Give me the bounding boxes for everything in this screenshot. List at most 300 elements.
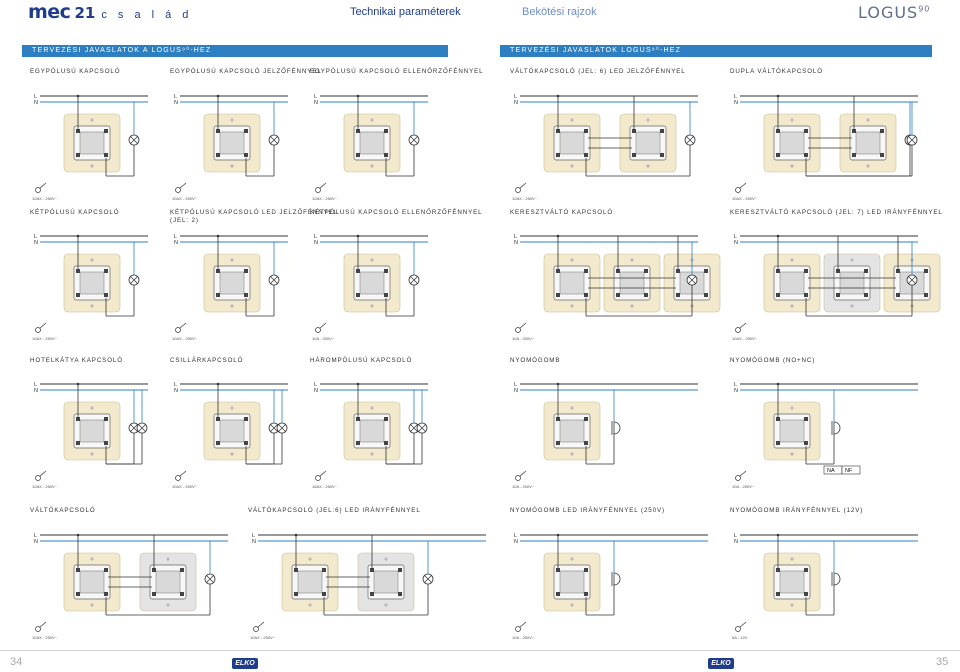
- switch-13-0-screw-bottom: [570, 452, 573, 455]
- diagram-title-16: [248, 507, 421, 515]
- section-header-right: TERVEZÉSI JAVASLATOK LOGUS⁹⁰-HEZ: [500, 45, 932, 57]
- junction-dot: [217, 95, 220, 98]
- switch-14-0-terminal-3: [804, 441, 808, 445]
- switch-4-0-terminal-2: [776, 153, 780, 157]
- switch-11-0-screw-top: [230, 406, 233, 409]
- switch-10-0-terminal-3: [104, 441, 108, 445]
- switch-17-0-screw-top: [570, 557, 573, 560]
- brand-21: 21: [74, 4, 96, 22]
- section-header-left: TERVEZÉSI JAVASLATOK A LOGUS⁹⁰-HEZ: [22, 45, 448, 57]
- switch-13-0-screw-top: [570, 406, 573, 409]
- switch-5-0-terminal-2: [76, 293, 80, 297]
- switch-18-0-screw-bottom: [790, 603, 793, 606]
- switch-4-1-terminal-1: [880, 129, 884, 133]
- bell-13: [614, 422, 620, 434]
- diagram-15: [32, 533, 228, 640]
- switch-16-1-rocker: [374, 571, 398, 593]
- line-label-N: N: [252, 539, 256, 545]
- nav-technikai-parameterek[interactable]: Technikai paraméterek: [350, 6, 461, 18]
- switch-15-0-screw-bottom: [90, 603, 93, 606]
- diagram-title-13: [510, 357, 560, 365]
- switch-9-0-screw-bottom: [790, 304, 793, 307]
- diagram-title-line1: NYOMÓGOMB: [510, 357, 561, 364]
- line-label-L: L: [174, 382, 178, 388]
- line-label-N: N: [314, 388, 318, 394]
- switch-10-0-terminal-2: [76, 441, 80, 445]
- switch-4-0-terminal-3: [804, 153, 808, 157]
- switch-10-0-screw-top: [90, 406, 93, 409]
- rating-13: 10A - 250V~: [512, 484, 535, 489]
- switch-10-0-terminal-1: [104, 417, 108, 421]
- line-label-L: L: [734, 382, 738, 388]
- rating-7: 10A - 250V~: [312, 336, 335, 341]
- line-label-L: L: [34, 234, 38, 240]
- diagram-title-line1: EGYPÓLUSÚ KAPCSOLÓ ELLENŐRZŐFÉNNYEL: [310, 68, 484, 75]
- switch-4-1-terminal-3: [880, 153, 884, 157]
- switch-2-0-rocker: [360, 132, 384, 154]
- switch-18-0-terminal-3: [804, 592, 808, 596]
- switch-2-0-screw-bottom: [370, 164, 373, 167]
- rating-17: 10A - 250V~: [512, 635, 535, 640]
- logus-sup: 90: [918, 4, 931, 14]
- switch-14-0-screw-top: [790, 406, 793, 409]
- diagram-title-4: [730, 68, 823, 76]
- junction-dot: [557, 383, 560, 386]
- line-label-L: L: [314, 382, 318, 388]
- switch-15-1-terminal-3: [180, 592, 184, 596]
- switch-12-0-terminal-2: [356, 441, 360, 445]
- rating-4: 10AX - 250V~: [732, 196, 758, 201]
- diagram-title-9: [730, 209, 943, 217]
- switch-7-0-terminal-2: [356, 293, 360, 297]
- switch-5-0-terminal-1: [104, 269, 108, 273]
- switch-16-1-terminal-1: [398, 568, 402, 572]
- switch-17-0-terminal-2: [556, 592, 560, 596]
- diagram-3: [512, 94, 698, 201]
- switch-6-0-screw-top: [230, 258, 233, 261]
- switch-10-0-screw-bottom: [90, 452, 93, 455]
- switch-4-1-terminal-2: [852, 153, 856, 157]
- junction-dot: [77, 534, 80, 537]
- diagram-title-line1: NYOMÓGOMB IRÁNYFÉNNYEL (12V): [730, 507, 864, 514]
- rating-10: 10AX - 250V~: [32, 484, 58, 489]
- rating-8: 10A - 250V~: [512, 336, 535, 341]
- line-label-L: L: [252, 533, 256, 539]
- switch-4-0-terminal-1: [804, 129, 808, 133]
- switch-9-2-terminal-1: [924, 269, 928, 273]
- switch-symbol-5-stroke: [40, 323, 47, 329]
- diagram-title-17: [510, 507, 665, 515]
- rating-5: 10AX - 250V~: [32, 336, 58, 341]
- diagram-11: [172, 382, 288, 489]
- diagram-title-line1: EGYPÓLUSÚ KAPCSOLÓ: [30, 68, 121, 75]
- diagram-title-line1: HÁROMPÓLUSÚ KAPCSOLÓ: [310, 357, 413, 364]
- line-label-N: N: [734, 240, 738, 246]
- diagram-title-line1: KÉTPÓLUSÚ KAPCSOLÓ: [30, 209, 120, 216]
- diagram-title-line1: KÉTPÓLUSÚ KAPCSOLÓ LED JELZŐFÉNNYEL: [170, 209, 339, 216]
- switch-8-0-rocker: [560, 272, 584, 294]
- switch-3-1-screw-top: [646, 118, 649, 121]
- switch-12-0-screw-bottom: [370, 452, 373, 455]
- elko-logo-right: ELKO: [708, 658, 734, 669]
- switch-9-0-terminal-1: [804, 269, 808, 273]
- line-label-L: L: [314, 234, 318, 240]
- line-label-L: L: [734, 234, 738, 240]
- diagram-0: [32, 94, 148, 201]
- switch-15-0-terminal-3: [104, 592, 108, 596]
- switch-symbol-12-stroke: [320, 471, 327, 477]
- switch-16-0-terminal-3: [322, 592, 326, 596]
- elko-logo-left: ELKO: [232, 658, 258, 669]
- switch-symbol-4-stroke: [740, 183, 747, 189]
- junction-dot: [777, 235, 780, 238]
- diagram-1: [172, 94, 288, 201]
- bell-17: [614, 573, 620, 585]
- line-label-L: L: [34, 533, 38, 539]
- switch-3-0-terminal-1: [584, 129, 588, 133]
- rating-18: 6A - 12V: [732, 635, 748, 640]
- switch-9-1-terminal-2: [836, 293, 840, 297]
- switch-10-0-rocker: [80, 420, 104, 442]
- switch-symbol-14-stroke: [740, 471, 747, 477]
- diagram-18: [732, 533, 918, 640]
- line-label-N: N: [34, 388, 38, 394]
- switch-6-0-terminal-1: [244, 269, 248, 273]
- switch-3-0-terminal-2: [556, 153, 560, 157]
- page-number-right: 35: [936, 656, 949, 668]
- switch-4-1-screw-top: [866, 118, 869, 121]
- switch-13-0-rocker: [560, 420, 584, 442]
- switch-17-0-screw-bottom: [570, 603, 573, 606]
- line-label-L: L: [514, 382, 518, 388]
- switch-0-0-screw-top: [90, 118, 93, 121]
- diagram-title-10: [30, 357, 123, 365]
- line-label-L: L: [514, 234, 518, 240]
- diagram-title-7: [310, 209, 482, 217]
- switch-7-0-terminal-1: [384, 269, 388, 273]
- line-label-L: L: [514, 94, 518, 100]
- switch-16-1-terminal-3: [398, 592, 402, 596]
- na-label: NA: [827, 468, 835, 474]
- diagram-title-8: [510, 209, 613, 217]
- line-label-N: N: [174, 240, 178, 246]
- rating-9: 10AX - 250V~: [732, 336, 758, 341]
- switch-12-0-screw-top: [370, 406, 373, 409]
- line-label-N: N: [514, 100, 518, 106]
- switch-symbol-15-stroke: [40, 622, 47, 628]
- switch-3-1-terminal-2: [632, 153, 636, 157]
- switch-3-0-rocker: [560, 132, 584, 154]
- line-label-N: N: [734, 388, 738, 394]
- switch-7-0-terminal-3: [384, 293, 388, 297]
- switch-2-0-screw-top: [370, 118, 373, 121]
- diagram-title-2: [310, 68, 484, 76]
- switch-18-0-screw-top: [790, 557, 793, 560]
- switch-15-1-screw-top: [166, 557, 169, 560]
- rating-16: 10AX - 250V~: [250, 635, 276, 640]
- rating-14: 10A - 250V~: [732, 484, 755, 489]
- line-label-N: N: [314, 100, 318, 106]
- diagram-title-line1: DUPLA VÁLTÓKAPCSOLÓ: [730, 68, 823, 75]
- junction-dot: [557, 95, 560, 98]
- switch-8-0-terminal-2: [556, 293, 560, 297]
- switch-15-0-rocker: [80, 571, 104, 593]
- switch-5-0-rocker: [80, 272, 104, 294]
- footer-divider: [0, 650, 960, 651]
- line-label-N: N: [514, 388, 518, 394]
- switch-9-1-screw-top: [850, 258, 853, 261]
- switch-12-0-rocker: [360, 420, 384, 442]
- switch-1-0-terminal-1: [244, 129, 248, 133]
- line-label-L: L: [174, 234, 178, 240]
- diagram-title-5: [30, 209, 119, 217]
- junction-dot: [357, 383, 360, 386]
- line-label-N: N: [734, 100, 738, 106]
- diagram-title-line1: VÁLTÓKAPCSOLÓ (JEL:6) LED IRÁNYFÉNNYEL: [248, 507, 421, 514]
- switch-13-0-terminal-1: [584, 417, 588, 421]
- diagram-9: [732, 234, 940, 341]
- switch-15-1-terminal-2: [152, 592, 156, 596]
- switch-8-1-terminal-2: [616, 293, 620, 297]
- junction-dot: [217, 383, 220, 386]
- diagram-8: [512, 234, 720, 341]
- switch-1-0-terminal-3: [244, 153, 248, 157]
- diagram-4: [732, 94, 918, 201]
- switch-4-0-screw-bottom: [790, 164, 793, 167]
- switch-16-1-screw-top: [384, 557, 387, 560]
- switch-14-0-screw-bottom: [790, 452, 793, 455]
- switch-1-0-screw-bottom: [230, 164, 233, 167]
- switch-11-0-rocker: [220, 420, 244, 442]
- diagram-7: [312, 234, 428, 341]
- diagram-14: [732, 382, 918, 489]
- switch-12-0-terminal-3: [384, 441, 388, 445]
- switch-9-0-terminal-3: [804, 293, 808, 297]
- switch-7-0-rocker: [360, 272, 384, 294]
- switch-0-0-terminal-1: [104, 129, 108, 133]
- switch-5-0-terminal-3: [104, 293, 108, 297]
- switch-8-1-terminal-1: [644, 269, 648, 273]
- switch-2-0-terminal-1: [384, 129, 388, 133]
- switch-4-1-screw-bottom: [866, 164, 869, 167]
- switch-symbol-6-stroke: [180, 323, 187, 329]
- switch-1-0-screw-top: [230, 118, 233, 121]
- junction-dot: [557, 235, 560, 238]
- junction-dot: [77, 95, 80, 98]
- switch-9-0-terminal-2: [776, 293, 780, 297]
- switch-8-0-screw-bottom: [570, 304, 573, 307]
- nav-bekotesi-rajzok[interactable]: Bekötési rajzok: [522, 6, 597, 18]
- line-label-N: N: [34, 100, 38, 106]
- diagram-title-line1: VÁLTÓKAPCSOLÓ: [30, 507, 96, 514]
- switch-3-0-screw-top: [570, 118, 573, 121]
- switch-15-0-terminal-2: [76, 592, 80, 596]
- switch-11-0-terminal-3: [244, 441, 248, 445]
- diagram-title-line1: NYOMÓGOMB LED IRÁNYFÉNNYEL (250V): [510, 507, 665, 514]
- switch-18-0-rocker: [780, 571, 804, 593]
- line-label-L: L: [314, 94, 318, 100]
- rating-2: 10AX - 250V~: [312, 196, 338, 201]
- switch-15-1-terminal-1: [180, 568, 184, 572]
- junction-dot: [357, 235, 360, 238]
- switch-symbol-0-stroke: [40, 183, 47, 189]
- switch-16-0-screw-bottom: [308, 603, 311, 606]
- switch-9-2-terminal-2: [896, 293, 900, 297]
- switch-1-0-terminal-2: [216, 153, 220, 157]
- junction-dot: [777, 534, 780, 537]
- diagram-title-line1: NYOMÓGOMB (NO+NC): [730, 357, 816, 364]
- switch-0-0-screw-bottom: [90, 164, 93, 167]
- switch-2-0-terminal-2: [356, 153, 360, 157]
- switch-6-0-rocker: [220, 272, 244, 294]
- line-label-N: N: [514, 240, 518, 246]
- diagram-title-line2: (JEL: 2): [170, 217, 199, 224]
- diagram-2: [312, 94, 428, 201]
- line-label-L: L: [34, 382, 38, 388]
- switch-symbol-10-stroke: [40, 471, 47, 477]
- junction-dot: [77, 383, 80, 386]
- switch-17-0-terminal-1: [584, 568, 588, 572]
- switch-7-0-screw-bottom: [370, 304, 373, 307]
- switch-symbol-16-stroke: [258, 622, 265, 628]
- brand-csalad: c s a l á d: [101, 9, 193, 21]
- diagram-17: [512, 533, 708, 640]
- switch-symbol-13-stroke: [520, 471, 527, 477]
- rating-1: 10AX - 250V~: [172, 196, 198, 201]
- switch-2-0-terminal-3: [384, 153, 388, 157]
- switch-symbol-1-stroke: [180, 183, 187, 189]
- rating-6: 10AX - 250V~: [172, 336, 198, 341]
- rating-3: 10AX - 250V~: [512, 196, 538, 201]
- switch-16-1-terminal-2: [370, 592, 374, 596]
- diagram-title-12: [310, 357, 412, 365]
- line-label-L: L: [734, 94, 738, 100]
- switch-12-0-terminal-1: [384, 417, 388, 421]
- switch-8-0-terminal-1: [584, 269, 588, 273]
- switch-9-0-rocker: [780, 272, 804, 294]
- switch-symbol-2-stroke: [320, 183, 327, 189]
- switch-0-0-terminal-3: [104, 153, 108, 157]
- switch-6-0-terminal-2: [216, 293, 220, 297]
- switch-8-2-terminal-1: [704, 269, 708, 273]
- line-label-N: N: [514, 539, 518, 545]
- switch-symbol-9-stroke: [740, 323, 747, 329]
- page-number-left: 34: [10, 656, 23, 668]
- switch-8-0-screw-top: [570, 258, 573, 261]
- switch-9-1-screw-bottom: [850, 304, 853, 307]
- switch-18-0-terminal-1: [804, 568, 808, 572]
- switch-8-1-screw-bottom: [630, 304, 633, 307]
- switch-6-0-terminal-3: [244, 293, 248, 297]
- switch-3-1-terminal-1: [660, 129, 664, 133]
- switch-13-0-terminal-2: [556, 441, 560, 445]
- switch-16-0-terminal-2: [294, 592, 298, 596]
- switch-6-0-screw-bottom: [230, 304, 233, 307]
- junction-dot: [217, 235, 220, 238]
- diagram-5: [32, 234, 148, 341]
- rating-12: 16AX - 250V~: [312, 484, 338, 489]
- junction-dot: [777, 95, 780, 98]
- diagram-title-line1: EGYPÓLUSÚ KAPCSOLÓ JELZŐFÉNNYEL: [170, 68, 322, 75]
- switch-16-1-screw-bottom: [384, 603, 387, 606]
- switch-15-1-screw-bottom: [166, 603, 169, 606]
- line-label-L: L: [174, 94, 178, 100]
- switch-symbol-3-stroke: [520, 183, 527, 189]
- line-label-N: N: [174, 100, 178, 106]
- diagram-10: [32, 382, 148, 489]
- diagram-title-line1: VÁLTÓKAPCSOLÓ (JEL: 6) LED JELZŐFÉNNYEL: [510, 68, 686, 75]
- logus-text: LOGUS: [858, 3, 919, 22]
- switch-4-1-rocker: [856, 132, 880, 154]
- switch-8-2-terminal-2: [676, 293, 680, 297]
- switch-17-0-terminal-3: [584, 592, 588, 596]
- rating-15: 10AX - 250V~: [32, 635, 58, 640]
- switch-symbol-11-stroke: [180, 471, 187, 477]
- switch-9-0-screw-top: [790, 258, 793, 261]
- brand-mec: mec: [28, 1, 71, 23]
- line-label-N: N: [34, 539, 38, 545]
- junction-dot: [557, 534, 560, 537]
- switch-18-0-terminal-2: [776, 592, 780, 596]
- switch-0-0-rocker: [80, 132, 104, 154]
- diagram-title-line1: KERESZTVÁLTÓ KAPCSOLÓ: [510, 209, 614, 216]
- switch-3-1-screw-bottom: [646, 164, 649, 167]
- diagram-title-line1: KERESZTVÁLTÓ KAPCSOLÓ (JEL: 7) LED IRÁNYFÉNNYEL: [730, 209, 943, 216]
- line-label-L: L: [34, 94, 38, 100]
- switch-8-2-terminal-3: [704, 293, 708, 297]
- switch-symbol-7-stroke: [320, 323, 327, 329]
- diagram-title-18: [730, 507, 863, 515]
- diagram-6: [172, 234, 288, 341]
- line-label-N: N: [734, 539, 738, 545]
- line-label-L: L: [514, 533, 518, 539]
- bell-14: [834, 422, 840, 434]
- switch-3-0-terminal-3: [584, 153, 588, 157]
- line-label-N: N: [174, 388, 178, 394]
- switch-17-0-rocker: [560, 571, 584, 593]
- diagram-title-1: [170, 68, 322, 76]
- switch-11-0-terminal-2: [216, 441, 220, 445]
- switch-16-0-rocker: [298, 571, 322, 593]
- switch-symbol-17-stroke: [520, 622, 527, 628]
- switch-3-0-screw-bottom: [570, 164, 573, 167]
- junction-dot: [77, 235, 80, 238]
- switch-0-0-terminal-2: [76, 153, 80, 157]
- switch-11-0-screw-bottom: [230, 452, 233, 455]
- switch-14-0-terminal-2: [776, 441, 780, 445]
- diagram-title-15: [30, 507, 96, 515]
- switch-8-1-screw-top: [630, 258, 633, 261]
- diagram-13: [512, 382, 698, 489]
- junction-dot: [357, 95, 360, 98]
- switch-9-2-terminal-3: [924, 293, 928, 297]
- diagram-title-line1: CSILLÁRKAPCSOLÓ: [170, 357, 244, 364]
- switch-9-1-rocker: [840, 272, 864, 294]
- switch-5-0-screw-top: [90, 258, 93, 261]
- switch-8-1-rocker: [620, 272, 644, 294]
- line-label-N: N: [314, 240, 318, 246]
- switch-8-0-terminal-3: [584, 293, 588, 297]
- diagram-title-0: [30, 68, 120, 76]
- diagram-title-11: [170, 357, 243, 365]
- nf-label: NF: [845, 468, 853, 474]
- switch-15-1-rocker: [156, 571, 180, 593]
- switch-symbol-8-stroke: [520, 323, 527, 329]
- switch-symbol-18-stroke: [740, 622, 747, 628]
- switch-4-0-rocker: [780, 132, 804, 154]
- switch-15-0-screw-top: [90, 557, 93, 560]
- switch-15-0-terminal-1: [104, 568, 108, 572]
